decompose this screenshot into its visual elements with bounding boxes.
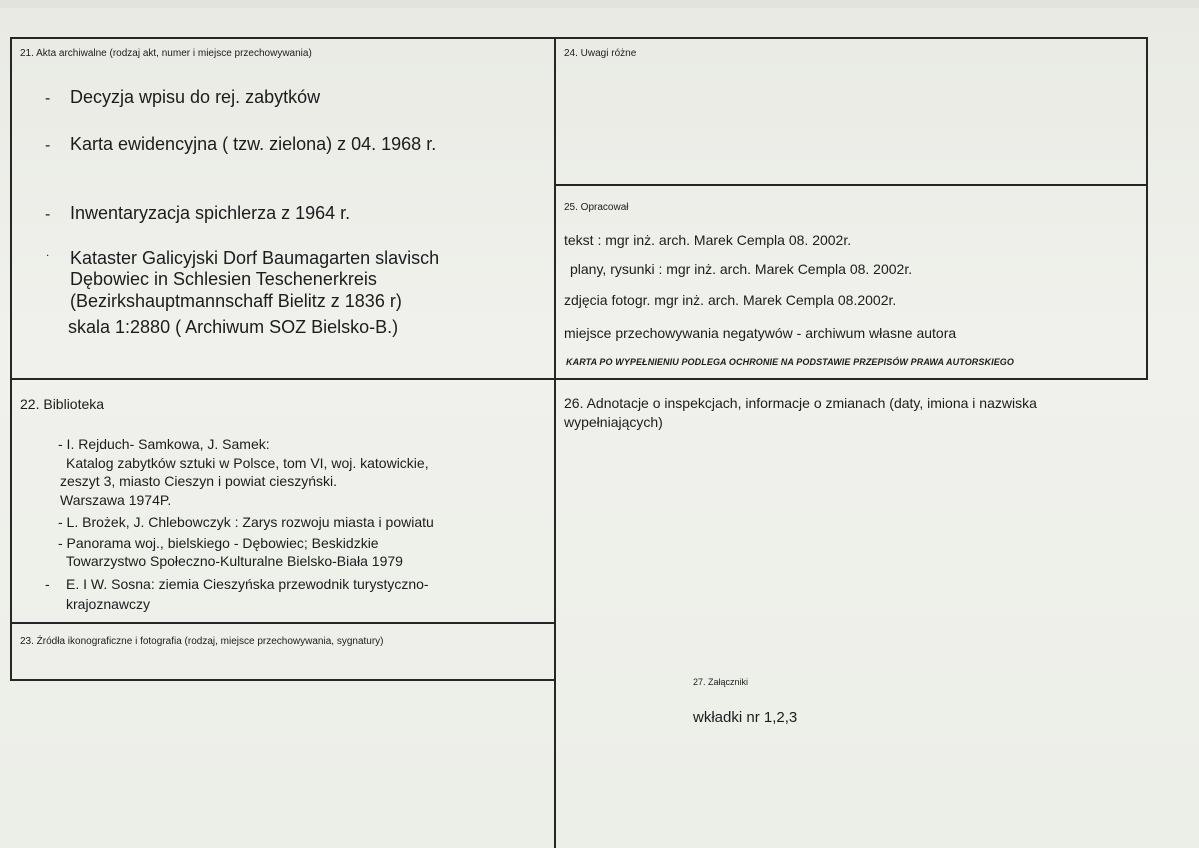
divider-row1-row2 (10, 378, 1148, 380)
frame-bottom-line (10, 679, 556, 681)
bibliography-entry: Katalog zabytków sztuki w Polsce, tom VI, woj. katowickie, (66, 455, 429, 471)
bibliography-entry: - L. Brożek, J. Chlebowczyk : Zarys rozwoju miasta i powiatu (58, 514, 434, 530)
frame-top-line (10, 37, 1148, 39)
bibliography-entry: - Panorama woj., bielskiego - Dębowiec; Beskidzkie (58, 535, 379, 551)
bullet-dash: - (45, 137, 51, 154)
author-photos-line: zdjęcia fotogr. mgr inż. arch. Marek Cempla 08.2002r. (564, 292, 897, 308)
section-21-heading: 21. Akta archiwalne (rodzaj akt, numer i miejsce przechowywania) (20, 48, 312, 59)
divider-24-25 (554, 184, 1148, 186)
archival-item: Karta ewidencyjna ( tzw. zielona) z 04. 1968 r. (70, 134, 437, 154)
section-25-heading: 25. Opracował (564, 202, 629, 213)
bibliography-entry: Warszawa 1974P. (60, 492, 172, 508)
bibliography-entry: - I. Rejduch- Samkowa, J. Samek: (58, 436, 270, 452)
bibliography-entry: Towarzystwo Społeczno-Kulturalne Bielsko-Biała 1979 (66, 553, 403, 569)
section-27-heading: 27. Załączniki (693, 677, 749, 687)
bibliography-entry: zeszyt 3, miasto Cieszyn i powiat cieszyński. (60, 473, 337, 489)
archival-item: Inwentaryzacja spichlerza z 1964 r. (70, 203, 351, 223)
top-edge (0, 0, 1199, 8)
frame-right-line (1146, 37, 1148, 380)
bullet-dash: . (46, 245, 50, 259)
archival-item: (Bezirkshauptmannschaff Bielitz z 1836 r) (70, 291, 402, 311)
copyright-notice: KARTA PO WYPEŁNIENIU PODLEGA OCHRONIE NA PODSTAWIE PRZEPISÓW PRAWA AUTORSKIEGO (566, 357, 1014, 367)
section-23-heading: 23. Źródła ikonograficzne i fotografia (rodzaj, miejsce przechowywania, sygnatury) (20, 636, 384, 647)
divider-22-23 (10, 622, 556, 624)
section-26-heading: 26. Adnotacje o inspekcjach, informacje o zmianach (daty, imiona i nazwiska (564, 395, 1037, 411)
attachments-value: wkładki nr 1,2,3 (693, 709, 798, 726)
author-plans-line: plany, rysunki : mgr inż. arch. Marek Cempla 08. 2002r. (570, 261, 913, 277)
bullet-dash: - (45, 90, 51, 107)
bullet-dash: - (45, 206, 51, 223)
section-26-heading-cont: wypełniających) (564, 414, 663, 430)
frame-left-line (10, 37, 12, 680)
bibliography-entry: krajoznawczy (66, 596, 151, 612)
section-24-heading: 24. Uwagi różne (564, 48, 637, 59)
author-text-line: tekst : mgr inż. arch. Marek Cempla 08. 2002r. (564, 232, 852, 248)
negatives-storage-line: miejsce przechowywania negatywów - archiwum własne autora (564, 325, 957, 341)
frame-center-line (554, 37, 556, 848)
bullet-dash: - (45, 576, 50, 592)
archival-item: Decyzja wpisu do rej. zabytków (70, 87, 321, 107)
bibliography-entry: E. I W. Sosna: ziemia Cieszyńska przewodnik turystyczno- (66, 576, 429, 592)
archival-item: Dębowiec in Schlesien Teschenerkreis (70, 269, 377, 289)
archival-item: skala 1:2880 ( Archiwum SOZ Bielsko-B.) (68, 317, 399, 337)
section-22-heading: 22. Biblioteka (20, 396, 105, 412)
archival-item: Kataster Galicyjski Dorf Baumagarten slavisch (70, 248, 440, 268)
